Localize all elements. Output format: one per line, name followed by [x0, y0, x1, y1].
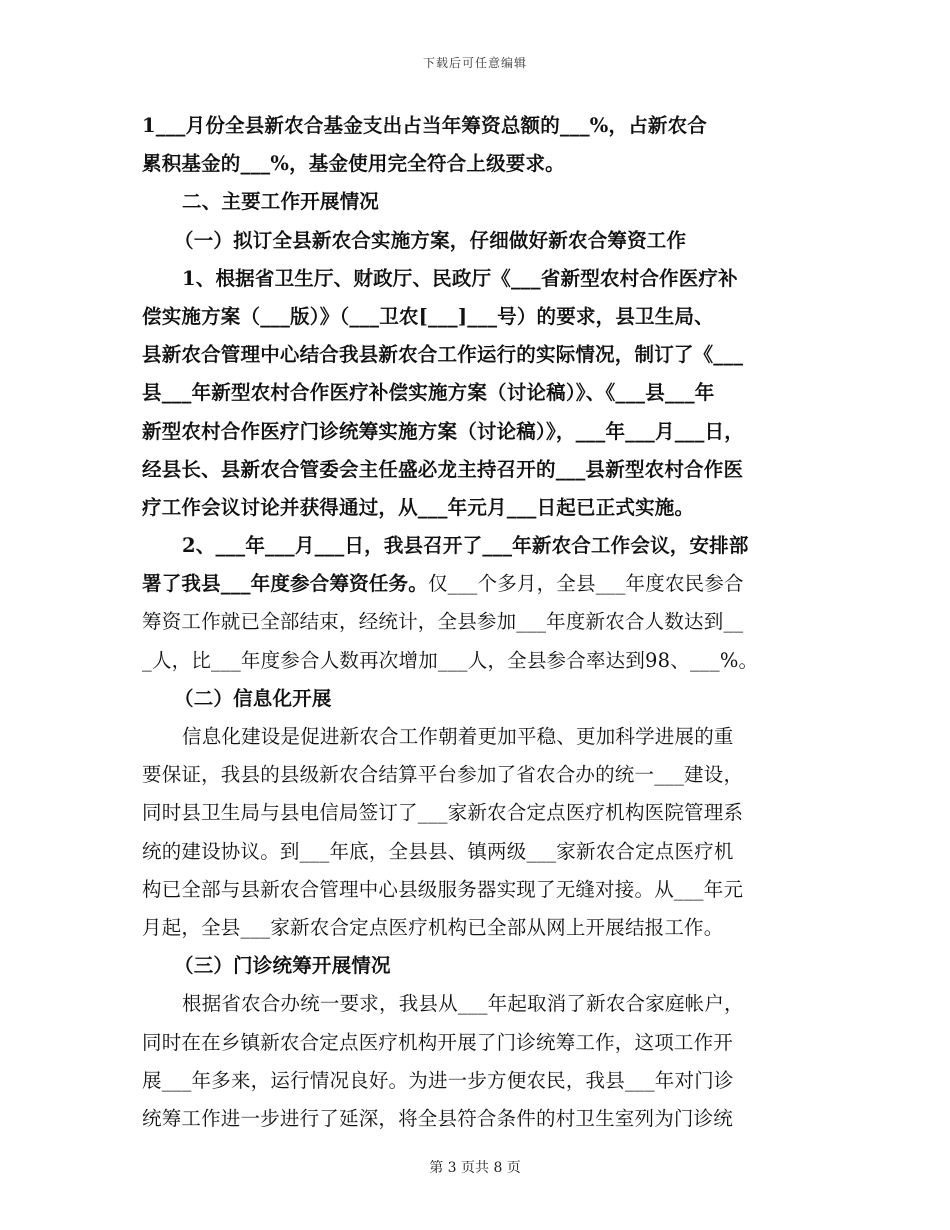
body-line: 统的建设协议。到___年底，全县县、镇两级___家新农合定点医疗机 [142, 839, 734, 863]
body-line: 1、根据省卫生厅、财政厅、民政厅《___省新型农村合作医疗补 [182, 266, 738, 290]
body-line: 同时在在乡镇新农合定点医疗机构开展了门诊统筹工作，这项工作开 [142, 1030, 734, 1054]
subsection-heading: （三）门诊统筹开展情况 [174, 954, 391, 978]
section-heading: 二、主要工作开展情况 [182, 190, 380, 214]
page-footer: 第 3 页共 8 页 [429, 1160, 521, 1176]
body-line: 县新农合管理中心结合我县新农合工作运行的实际情况，制订了《___ [142, 343, 744, 367]
subsection-heading: （二）信息化开展 [174, 686, 332, 710]
body-line: 构已全部与县新农合管理中心县级服务器实现了无缝对接。从___年元 [142, 877, 744, 901]
body-line: 展___年多来，运行情况良好。为进一步方便农民，我县___年对门诊 [142, 1068, 734, 1092]
body-line: 累积基金的___%，基金使用完全符合上级要求。 [142, 152, 565, 176]
body-line: 筹资工作就已全部结束，经统计，全县参加___年度新农合人数达到__ [142, 610, 744, 634]
body-line: 2、___年___月___日，我县召开了___年新农合工作会议，安排部 [182, 534, 749, 558]
body-line-bold-part: 署了我县___年度参合筹资任务。 [142, 572, 428, 596]
body-line: 根据省农合办统一要求，我县从___年起取消了新农合家庭帐户， [182, 992, 744, 1016]
body-line: 同时县卫生局与县电信局签订了___家新农合定点医疗机构医院管理系 [142, 801, 744, 825]
body-line: 新型农村合作医疗门诊统筹实施方案（讨论稿）》，___年___月___日， [142, 419, 744, 443]
body-line: 信息化建设是促进新农合工作朝着更加平稳、更加科学进展的重 [182, 725, 734, 748]
body-line-mixed [142, 565, 814, 603]
body-line: 要保证，我县的县级新农合结算平台参加了省农合办的统一___建设， [142, 763, 744, 787]
body-line: 经县长、县新农合管委会主任盛必龙主持召开的___县新型农村合作医 [142, 457, 744, 481]
page-header: 下载后可任意编辑 [422, 56, 527, 70]
body-line: 统筹工作进一步进行了延深，将全县符合条件的村卫生室列为门诊统 [142, 1106, 734, 1130]
body-line: 县___年新型农村合作医疗补偿实施方案（讨论稿）》、《___县___年 [142, 381, 715, 405]
body-line: 疗工作会议讨论并获得通过，从___年元月___日起已正式实施。 [142, 495, 695, 519]
body-line: _人，比___年度参合人数再次增加___人，全县参合率达到98、___%。 [142, 648, 759, 672]
body-line: 偿实施方案（___版）》（___卫农[___]___号）的要求，县卫生局、 [142, 304, 714, 328]
document-body [142, 107, 814, 1138]
body-line: 月起，全县___家新农合定点医疗机构已全部从网上开展结报工作。 [142, 915, 724, 939]
subsection-heading: （一）拟订全县新农合实施方案，仔细做好新农合筹资工作 [174, 228, 687, 252]
body-line: 1___月份全县新农合基金支出占当年筹资总额的___%，占新农合 [142, 114, 707, 137]
body-line-normal-part: 仅___个多月，全县___年度农民参合 [427, 572, 744, 596]
